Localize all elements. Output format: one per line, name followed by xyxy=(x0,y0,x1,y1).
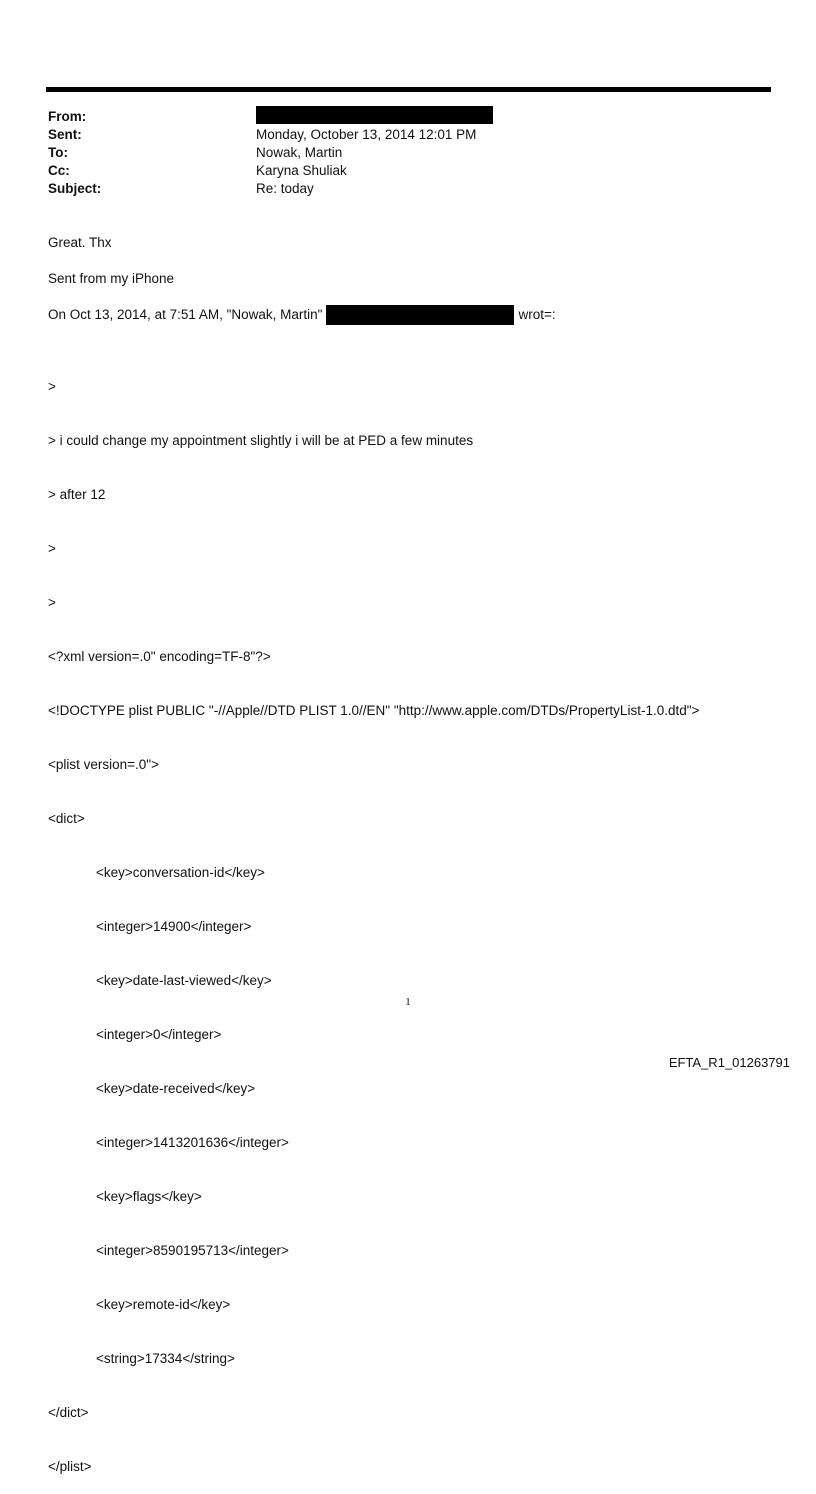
plist-dict-line: <key>remote-id</key> xyxy=(96,1297,231,1312)
plist-dict-line: <key>flags</key> xyxy=(96,1189,202,1204)
body-line-greeting: Great. Thx xyxy=(48,235,112,250)
plist-dict-line: <key>conversation-id</key> xyxy=(96,865,265,880)
subject-value: Re: today xyxy=(256,181,314,196)
header-rule xyxy=(46,87,771,92)
cc-value: Karyna Shuliak xyxy=(256,163,347,178)
plist-dict-line: <integer>0</integer> xyxy=(96,1027,222,1042)
plist-dict-line: <key>date-last-viewed</key> xyxy=(96,973,272,988)
plist-dict-line: <integer>14900</integer> xyxy=(96,919,252,934)
cc-label: Cc: xyxy=(48,163,70,178)
quoted-block xyxy=(48,342,699,1494)
quoted-line: > i could change my appointment slightly i will be at PED a few minutes xyxy=(48,433,474,448)
sent-row xyxy=(48,126,493,144)
subject-row xyxy=(48,180,493,198)
quoted-line: > xyxy=(48,595,56,610)
plist-line: <!DOCTYPE plist PUBLIC "-//Apple//DTD PLIST 1.0//EN" "http://www.apple.com/DTDs/PropertyList-1.0.dtd"> xyxy=(48,703,700,718)
plist-close-line: </plist> xyxy=(48,1459,92,1474)
from-row xyxy=(48,108,493,126)
quoted-line: > after 12 xyxy=(48,487,106,502)
from-redaction xyxy=(256,106,493,124)
plist-line: <dict> xyxy=(48,811,85,826)
body-line-signature: Sent from my iPhone xyxy=(48,271,175,286)
bates-number: EFTA_R1_01263791 xyxy=(668,1055,790,1070)
plist-dict-line: <integer>8590195713</integer> xyxy=(96,1243,289,1258)
quote-suffix: wrot=: xyxy=(518,307,556,322)
from-label: From: xyxy=(48,109,87,124)
to-value: Nowak, Martin xyxy=(256,145,343,160)
quote-attribution xyxy=(48,306,556,325)
cc-row xyxy=(48,162,493,180)
subject-label: Subject: xyxy=(48,181,102,196)
plist-line: <plist version=.0"> xyxy=(48,757,159,772)
email-redaction xyxy=(326,305,514,325)
plist-line: <?xml version=.0" encoding=TF-8"?> xyxy=(48,649,271,664)
plist-dict-line: <integer>1413201636</integer> xyxy=(96,1135,289,1150)
to-row xyxy=(48,144,493,162)
sent-value: Monday, October 13, 2014 12:01 PM xyxy=(256,127,477,142)
email-header xyxy=(48,108,493,198)
plist-dict-line: <string>17334</string> xyxy=(96,1351,235,1366)
plist-close-line: </dict> xyxy=(48,1405,89,1420)
from-value xyxy=(256,108,493,126)
plist-dict-line: <key>date-received</key> xyxy=(96,1081,256,1096)
quoted-line: > xyxy=(48,541,56,556)
quoted-line: > xyxy=(48,379,56,394)
page-number: 1 xyxy=(405,996,411,1008)
to-label: To: xyxy=(48,145,68,160)
quote-prefix: On Oct 13, 2014, at 7:51 AM, "Nowak, Martin" xyxy=(48,307,323,322)
sent-label: Sent: xyxy=(48,127,82,142)
